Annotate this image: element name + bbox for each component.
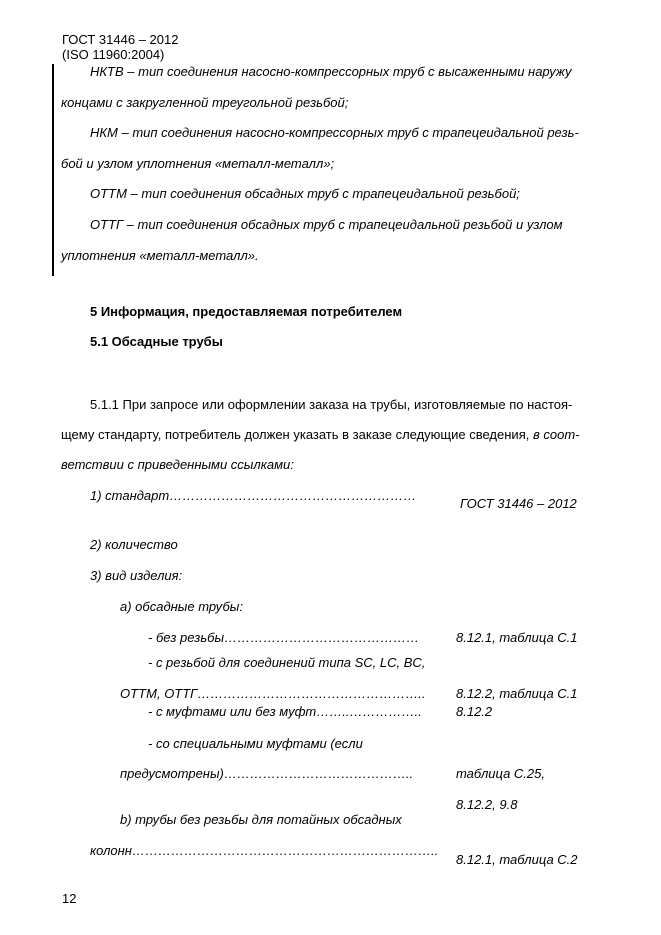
subitem-liner-pipes-line2: колонн……………………………………………………………..	[90, 843, 439, 858]
subitem-no-thread-ref: 8.12.1, таблица С.1	[456, 630, 578, 645]
section-heading-5: 5 Информация, предоставляемая потребителем	[90, 304, 403, 319]
paragraph-5-1-1-line3: ветствии с приведенными ссылками:	[61, 457, 294, 472]
definition-ottm: ОТТМ – тип соединения обсадных труб с трапецеидальной резьбой;	[90, 186, 520, 201]
subitem-casing-pipes: а) обсадные трубы:	[120, 599, 243, 614]
definition-ottg-line1: ОТТГ – тип соединения обсадных труб с трапецеидальной резьбой и узлом	[90, 217, 563, 232]
subitem-threaded-line1: - с резьбой для соединений типа SC, LC, BC,	[148, 655, 426, 670]
document-iso-reference: (ISO 11960:2004)	[62, 47, 165, 62]
subitem-threaded-ref: 8.12.2, таблица С.1	[456, 686, 578, 701]
paragraph-line2-text: щему стандарту, потребитель должен указать в заказе следующие сведения,	[61, 427, 533, 442]
subitem-liner-pipes-line1: b) трубы без резьбы для потайных обсадных	[120, 812, 402, 827]
paragraph-5-1-1-line1: 5.1.1 При запросе или оформлении заказа на трубы, изготовляемые по настоя-	[90, 397, 573, 412]
list-item-product-type: 3) вид изделия:	[90, 568, 183, 583]
definition-nktv-line2: концами с закругленной треугольной резьбой;	[61, 95, 349, 110]
section-heading-5-1: 5.1 Обсадные трубы	[90, 334, 223, 349]
definition-nkm-line1: НКМ – тип соединения насосно-компрессорных труб с трапецеидальной резь-	[90, 125, 579, 140]
subitem-couplings: - с муфтами или без муфт……..……………..	[148, 704, 422, 719]
definition-nktv-line1: НКТВ – тип соединения насосно-компрессорных труб с высаженными наружу	[90, 64, 572, 79]
list-item-standard: 1) стандарт…………………………………………………	[90, 488, 417, 503]
list-item-standard-ref: ГОСТ 31446 – 2012	[460, 496, 577, 511]
list-item-quantity: 2) количество	[90, 537, 178, 552]
subitem-special-couplings-line1: - со специальными муфтами (если	[148, 736, 363, 751]
subitem-special-couplings-ref2: 8.12.2, 9.8	[456, 797, 518, 812]
subitem-threaded-line2: ОТТМ, ОТТГ……………………………………………..	[120, 686, 426, 701]
paragraph-line2-italic: в соот-	[532, 427, 580, 442]
page-number: 12	[62, 891, 77, 906]
paragraph-5-1-1-line2	[61, 427, 579, 442]
subitem-special-couplings-line2: предусмотрены)……………………………………..	[120, 766, 414, 781]
subitem-special-couplings-ref1: таблица С.25,	[456, 766, 545, 781]
definition-ottg-line2: уплотнения «металл-металл».	[61, 248, 259, 263]
subitem-no-thread: - без резьбы………………………………………	[148, 630, 420, 645]
subitem-couplings-ref: 8.12.2	[456, 704, 493, 719]
subitem-liner-pipes-ref: 8.12.1, таблица С.2	[456, 852, 578, 867]
change-marker-bar	[52, 64, 54, 276]
document-standard-number: ГОСТ 31446 – 2012	[62, 32, 179, 47]
definition-nkm-line2: бой и узлом уплотнения «металл-металл»;	[61, 156, 335, 171]
